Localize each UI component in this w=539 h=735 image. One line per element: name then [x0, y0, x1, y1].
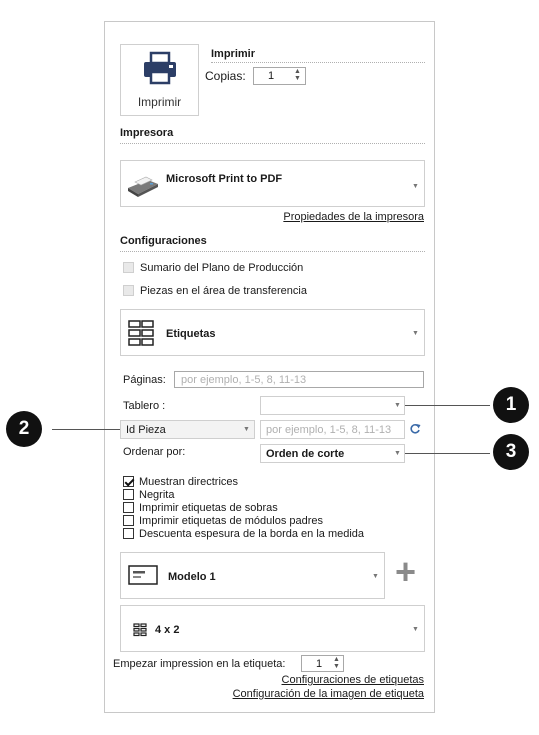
discount-edge-thickness-checkbox[interactable]	[123, 528, 134, 539]
label-template-icon	[128, 565, 158, 585]
callout-2-badge: 2	[6, 411, 42, 447]
copies-stepper[interactable]	[253, 67, 306, 85]
config-section-title: Configuraciones	[120, 235, 207, 247]
transfer-pieces-label: Piezas en el área de transferencia	[140, 285, 307, 297]
callout-3-line	[405, 453, 490, 454]
print-button[interactable]	[120, 44, 199, 116]
print-leftover-labels-checkbox[interactable]	[123, 502, 134, 513]
pages-label: Páginas:	[123, 374, 166, 386]
plus-icon: +	[395, 551, 417, 592]
piece-id-value: Id Pieza	[126, 424, 166, 436]
callout-1-line	[405, 405, 490, 406]
stepper-arrows-icon[interactable]: ▲ ▼	[294, 68, 301, 82]
chevron-down-icon: ▼	[372, 573, 379, 580]
start-label-value: 1	[316, 658, 323, 670]
print-parent-module-labels-checkbox[interactable]	[123, 515, 134, 526]
printer-dropdown[interactable]	[120, 160, 425, 207]
add-model-button[interactable]	[393, 551, 423, 592]
piece-range-placeholder: por ejemplo, 1-5, 8, 11-13	[266, 424, 392, 436]
transfer-pieces-checkbox[interactable]	[123, 285, 134, 296]
chevron-down-icon: ▼	[394, 450, 401, 457]
show-guidelines-label: Muestran directrices	[139, 476, 239, 488]
layout-dropdown[interactable]	[120, 605, 425, 652]
printer-properties-link[interactable]: Propiedades de la impresora	[283, 211, 424, 223]
layout-grid-icon	[133, 623, 147, 637]
labels-grid-icon	[127, 319, 155, 347]
sort-value: Orden de corte	[266, 448, 345, 460]
bold-checkbox[interactable]	[123, 489, 134, 500]
printer-icon	[141, 51, 179, 85]
board-label: Tablero :	[123, 400, 166, 412]
piece-range-input[interactable]	[260, 420, 405, 439]
divider	[211, 62, 425, 63]
board-dropdown[interactable]	[260, 396, 405, 415]
discount-edge-thickness-label: Descuenta espesura de la borda en la medida	[139, 528, 365, 540]
divider	[120, 251, 425, 252]
show-guidelines-checkbox[interactable]	[123, 476, 134, 487]
copies-value: 1	[268, 70, 275, 82]
start-label-stepper[interactable]	[301, 655, 344, 672]
divider	[120, 143, 425, 144]
callout-2-line	[52, 429, 120, 430]
production-summary-label: Sumario del Plano de Producción	[140, 262, 304, 274]
print-button-label: Imprimir	[137, 95, 182, 109]
report-type-dropdown[interactable]	[120, 309, 425, 356]
chevron-down-icon: ▼	[243, 426, 250, 433]
label-config-link[interactable]: Configuraciones de etiquetas	[281, 674, 424, 686]
model-dropdown[interactable]	[120, 552, 385, 599]
chevron-down-icon: ▼	[412, 330, 419, 337]
callout-3-badge: 3	[493, 434, 529, 470]
piece-id-dropdown[interactable]	[120, 420, 255, 439]
printer-section-title: Impresora	[120, 127, 174, 139]
chevron-down-icon: ▼	[412, 626, 419, 633]
model-name: Modelo 1	[168, 571, 216, 583]
stepper-arrows-icon[interactable]: ▲ ▼	[333, 656, 340, 670]
chevron-down-icon: ▼	[412, 183, 419, 190]
label-image-config-link[interactable]: Configuración de la imagen de etiqueta	[232, 688, 424, 700]
sort-dropdown[interactable]	[260, 444, 405, 463]
chevron-down-icon: ▼	[394, 402, 401, 409]
print-leftover-labels-label: Imprimir etiquetas de sobras	[139, 502, 278, 514]
print-parent-module-labels-label: Imprimir etiquetas de módulos padres	[139, 515, 324, 527]
layout-value: 4 x 2	[155, 624, 180, 636]
print-panel	[104, 21, 435, 713]
start-label: Empezar impression en la etiqueta:	[113, 658, 286, 670]
sort-label: Ordenar por:	[123, 446, 186, 458]
pages-input[interactable]	[174, 371, 424, 388]
bold-label: Negrita	[139, 489, 175, 501]
print-section-title: Imprimir	[211, 48, 256, 60]
printer-device-icon	[126, 170, 160, 198]
production-summary-checkbox[interactable]	[123, 262, 134, 273]
report-type-label: Etiquetas	[166, 328, 216, 340]
pages-placeholder: por ejemplo, 1-5, 8, 11-13	[181, 374, 307, 386]
printer-name: Microsoft Print to PDF	[166, 173, 283, 185]
callout-1-badge: 1	[493, 387, 529, 423]
refresh-icon[interactable]	[409, 423, 421, 435]
copies-label: Copias:	[205, 69, 246, 83]
